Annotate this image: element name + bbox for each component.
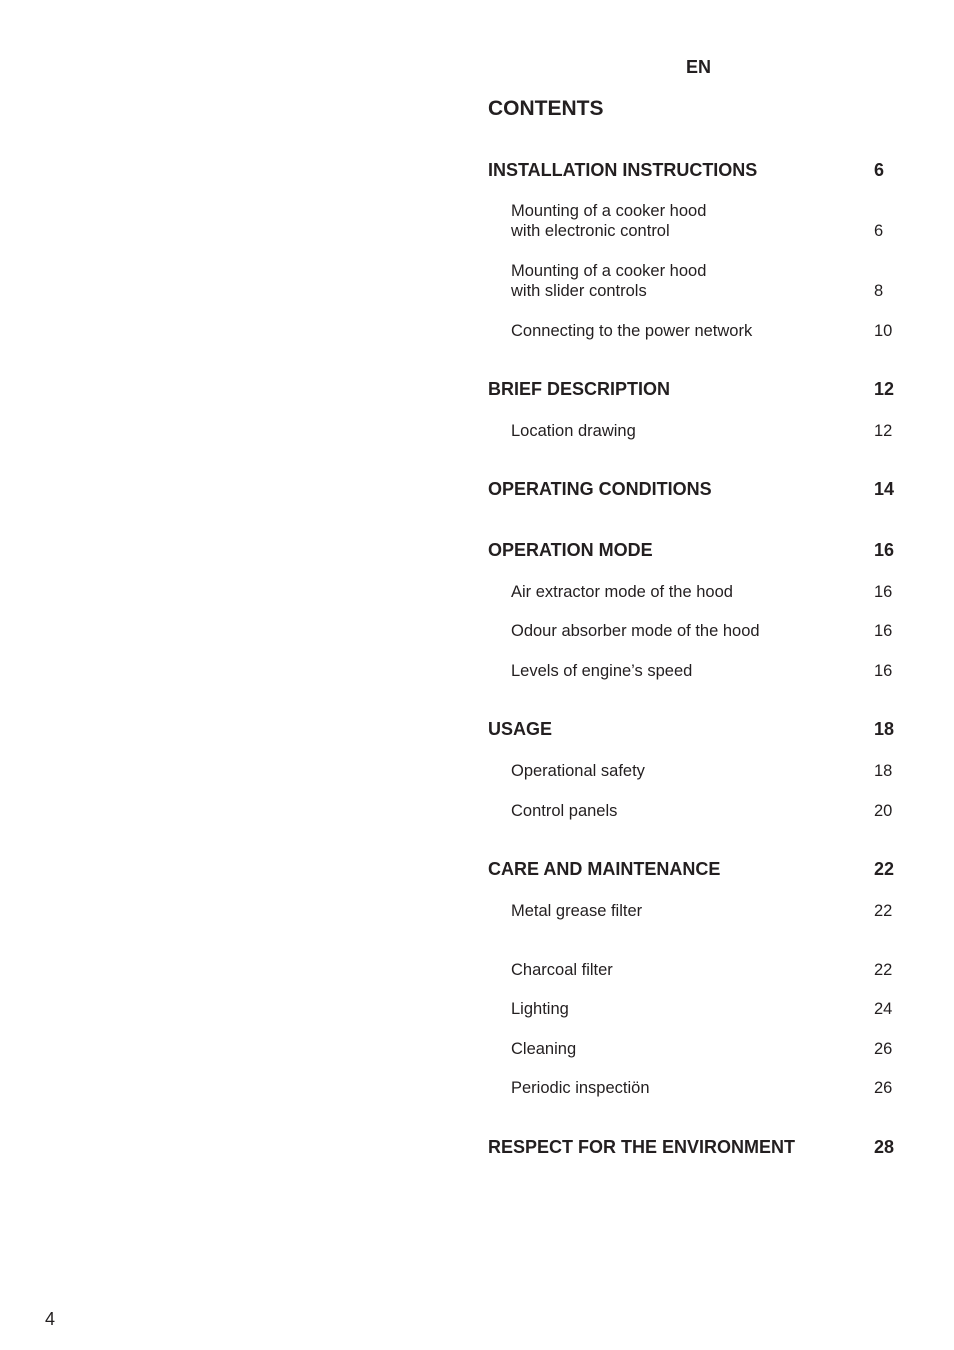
- toc-entry-mounting-slider-controls[interactable]: [488, 262, 900, 301]
- toc-entry-label: RESPECT FOR THE ENVIRONMENT: [488, 1137, 796, 1157]
- toc-entry-page: 26: [874, 1039, 893, 1058]
- toc-entry-page: 22: [874, 960, 893, 979]
- toc-entry-label: Mounting of a cooker hood with slider controls: [511, 262, 707, 300]
- toc-entry-page: 16: [874, 661, 893, 680]
- toc-entry-odour-absorber-mode[interactable]: [488, 621, 900, 641]
- toc-entry-cleaning[interactable]: [488, 1039, 900, 1059]
- toc-entry-page: 12: [874, 379, 895, 399]
- toc-entry-label: INSTALLATION INSTRUCTIONS: [488, 160, 758, 180]
- language-code: EN: [686, 57, 712, 77]
- toc-entry-label: Levels of engine’s speed: [511, 661, 693, 680]
- toc-entry-metal-grease-filter[interactable]: [488, 901, 900, 921]
- toc-entry-label: Control panels: [511, 801, 618, 820]
- toc-section-brief-description[interactable]: [488, 379, 900, 400]
- toc-entry-label: BRIEF DESCRIPTION: [488, 379, 671, 399]
- toc-entry-page: 18: [874, 719, 895, 739]
- page-title: CONTENTS: [488, 97, 604, 120]
- toc-entry-label: Cleaning: [511, 1039, 577, 1058]
- toc-entry-label: Location drawing: [511, 421, 636, 440]
- toc-entry-page: 22: [874, 901, 893, 920]
- toc-entry-page: 6: [874, 160, 885, 180]
- toc-section-operating-conditions[interactable]: [488, 479, 900, 500]
- toc-entry-page: 12: [874, 421, 893, 440]
- toc-entry-mounting-electronic-control[interactable]: [488, 202, 900, 241]
- toc-entry-charcoal-filter[interactable]: [488, 960, 900, 980]
- toc-entry-operational-safety[interactable]: [488, 761, 900, 781]
- toc-section-respect-for-environment[interactable]: [488, 1137, 900, 1158]
- toc-entry-label: OPERATION MODE: [488, 540, 653, 560]
- toc-entry-page: 16: [874, 621, 893, 640]
- toc-section-usage[interactable]: [488, 719, 900, 740]
- toc-entry-engine-speed-levels[interactable]: [488, 661, 900, 681]
- toc-entry-label: USAGE: [488, 719, 553, 739]
- toc-section-installation-instructions[interactable]: [488, 160, 900, 181]
- toc-entry-page: 20: [874, 801, 893, 820]
- toc-entry-label: Periodic inspectiön: [511, 1078, 650, 1097]
- toc-entry-label: Odour absorber mode of the hood: [511, 621, 760, 640]
- toc-section-care-and-maintenance[interactable]: [488, 859, 900, 880]
- toc-entry-control-panels[interactable]: [488, 801, 900, 821]
- toc-entry-label: Operational safety: [511, 761, 645, 780]
- toc-entry-page: 26: [874, 1078, 893, 1097]
- toc-entry-periodic-inspection[interactable]: [488, 1078, 900, 1098]
- toc-entry-lighting[interactable]: [488, 999, 900, 1019]
- toc-entry-page: 28: [874, 1137, 895, 1157]
- toc-entry-label: Metal grease filter: [511, 901, 643, 920]
- toc-section-operation-mode[interactable]: [488, 540, 900, 561]
- toc-entry-page: 18: [874, 761, 893, 780]
- toc-entry-connecting-power-network[interactable]: [488, 321, 900, 341]
- toc-entry-page: 22: [874, 859, 895, 879]
- toc-entry-page: 8: [874, 281, 884, 300]
- toc-entry-label: Mounting of a cooker hood with electronic control: [511, 202, 707, 240]
- toc-entry-label: Lighting: [511, 999, 569, 1018]
- toc-entry-page: 24: [874, 999, 893, 1018]
- toc-entry-label: OPERATING CONDITIONS: [488, 479, 712, 499]
- page-number: 4: [45, 1309, 56, 1329]
- toc-entry-page: 10: [874, 321, 893, 340]
- toc-entry-air-extractor-mode[interactable]: [488, 582, 900, 602]
- toc-entry-page: 14: [874, 479, 895, 499]
- toc-entry-page: 16: [874, 582, 893, 601]
- toc-entry-label: Connecting to the power network: [511, 321, 753, 340]
- toc-entry-page: 6: [874, 221, 884, 240]
- toc-entry-location-drawing[interactable]: [488, 421, 900, 441]
- toc-entry-page: 16: [874, 540, 895, 560]
- toc-entry-label: Charcoal filter: [511, 960, 613, 979]
- toc-entry-label: Air extractor mode of the hood: [511, 582, 733, 601]
- toc-entry-label: CARE AND MAINTENANCE: [488, 859, 721, 879]
